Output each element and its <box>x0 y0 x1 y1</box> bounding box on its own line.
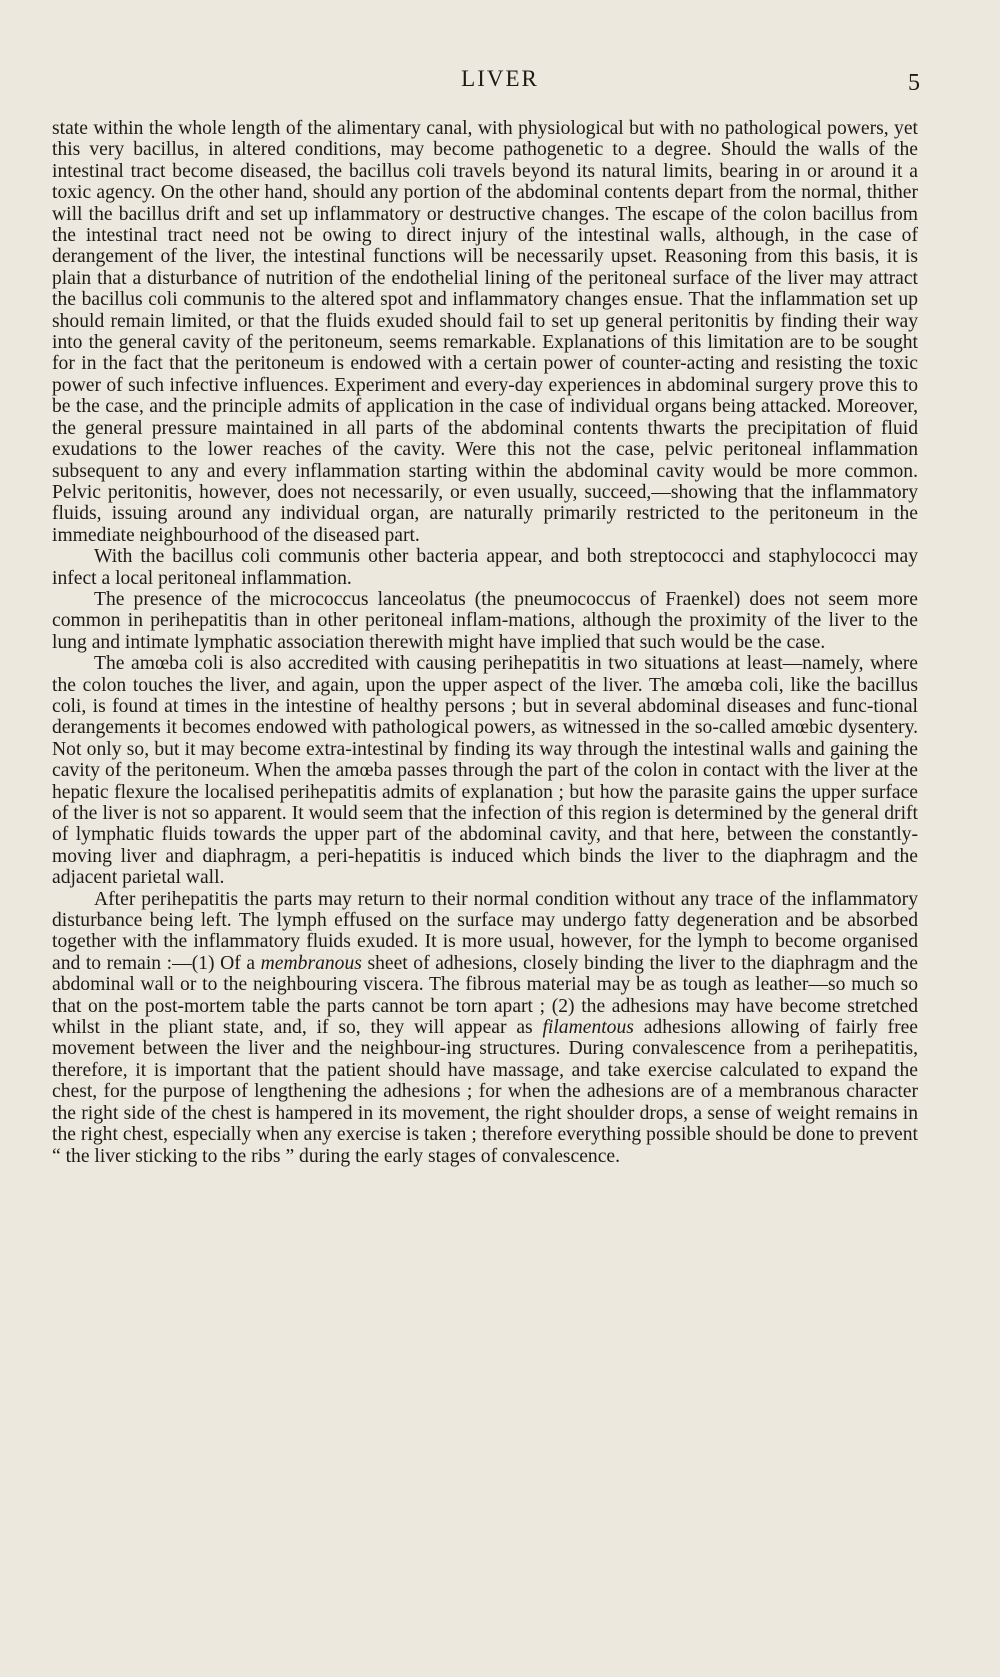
running-title: LIVER <box>461 66 539 91</box>
paragraph-text: After perihepatitis the parts may return to their normal condition without any trace of the inflammatory disturbance being left. The lymph effused on the surface may undergo fatty degeneration and be absorbed together with the inflammatory fluids exuded. It is more usual, however, for the lymph to become organised and to remain :—(1) Of a <box>52 888 918 974</box>
running-head <box>0 62 1000 102</box>
paragraph-text: state within the whole length of the alimentary canal, with physiological but with no pathological powers, yet this very bacillus, in altered conditions, may become pathogenetic to a degree. Should the walls of the intestinal tract become diseased, the bacillus coli travels beyond its natural limits, bearing in or around it a toxic agency. On the other hand, should any portion of the abdominal contents depart from the normal, thither will the bacillus drift and set up inflammatory or destructive changes. The escape of the colon bacillus from the intestinal tract need not be owing to direct injury of the intestinal walls, although, in the case of derangement of the liver, the intestinal functions will be necessarily upset. Reasoning from this basis, it is plain that a disturbance of nutrition of the endothelial lining of the peritoneal surface of the liver may attract the bacillus coli communis to the altered spot and inflammatory changes ensue. That the inflammation set up should remain limited, or that the fluids exuded should fail to set up general peritonitis by finding their way into the general cavity of the peritoneum, seems remarkable. Explanations of this limitation are to be sought for in the fact that the peritoneum is endowed with a certain power of counter-acting and resisting the toxic power of such infective influences. Experiment and every-day experiences in abdominal surgery prove this to be the case, and the principle admits of application in the case of individual organs being attacked. Moreover, the general pressure maintained in all parts of the abdominal contents thwarts the precipitation of fluid exudations to the lower reaches of the cavity. Were this not the case, pelvic peritoneal inflammation subsequent to any and every inflammation starting within the abdominal cavity would be more common. Pelvic peritonitis, however, does not necessarily, or even usually, succeed,—showing that the inflammatory fluids, issuing around any individual organ, are naturally primarily restricted to the peritoneum in the immediate neighbourhood of the diseased part. <box>52 118 918 546</box>
paragraph-text: The amœba coli is also accredited with causing perihepatitis in two situations at least—namely, where the colon touches the liver, and again, upon the upper aspect of the liver. The amœba coli, like the bacillus coli, is found at times in the intestine of healthy persons ; but in several abdominal diseases and func-tional derangements it becomes endowed with pathological powers, as witnessed in the so-called amœbic dysentery. Not only so, but it may become extra-intestinal by finding its way through the intestinal walls and gaining the cavity of the peritoneum. When the amœba passes through the part of the colon in contact with the liver at the hepatic flexure the localised perihepatitis admits of explanation ; but how the parasite gains the upper surface of the liver is not so apparent. It would seem that the infection of this region is determined by the general drift of lymphatic fluids towards the upper part of the abdominal cavity, and that here, between the constantly-moving liver and diaphragm, a peri-hepatitis is induced which binds the liver to the diaphragm and the adjacent parietal wall. <box>52 653 918 889</box>
paragraph-4 <box>52 653 918 888</box>
paragraph-text: sheet of adhesions, closely binding the liver to the diaphragm and the abdominal wall or to the neighbouring viscera. The fibrous material may be as tough as leather—so much so that on the post-mortem table the parts cannot be torn apart ; (2) the adhesions may have become stretched whilst in the pliant state, and, if so, they will appear as <box>52 952 918 1039</box>
page-number: 5 <box>908 70 920 96</box>
paragraph-2 <box>52 546 918 589</box>
italic-term-filamentous: filamentous <box>542 1017 634 1039</box>
paragraph-text: adhesions allowing of fairly free movement between the liver and the neighbour-ing structures. During convalescence from a perihepatitis, therefore, it is important that the patient should have massage, and take exercise calculated to expand the chest, for the purpose of lengthening the adhesions ; for when the adhesions are of a membranous character the right side of the chest is hampered in its movement, the right shoulder drops, a sense of weight remains in the right chest, especially when any exercise is taken ; therefore everything possible should be done to prevent “ the liver sticking to the ribs ” during the early stages of convalescence. <box>52 1017 919 1167</box>
paragraph-3 <box>52 589 918 653</box>
paragraph-text: With the bacillus coli communis other bacteria appear, and both streptococci and staphylococci may infect a local peritoneal inflammation. <box>52 546 918 589</box>
paragraph-1 <box>52 118 918 546</box>
paragraph-5 <box>52 889 918 1167</box>
body-text <box>52 118 918 1167</box>
italic-term-membranous: membranous <box>260 952 362 974</box>
paragraph-text: The presence of the micrococcus lanceolatus (the pneumococcus of Fraenkel) does not seem more common in perihepatitis than in other peritoneal inflam-mations, although the proximity of the liver to the lung and intimate lymphatic association therewith might have implied that such would be the case. <box>52 588 918 653</box>
